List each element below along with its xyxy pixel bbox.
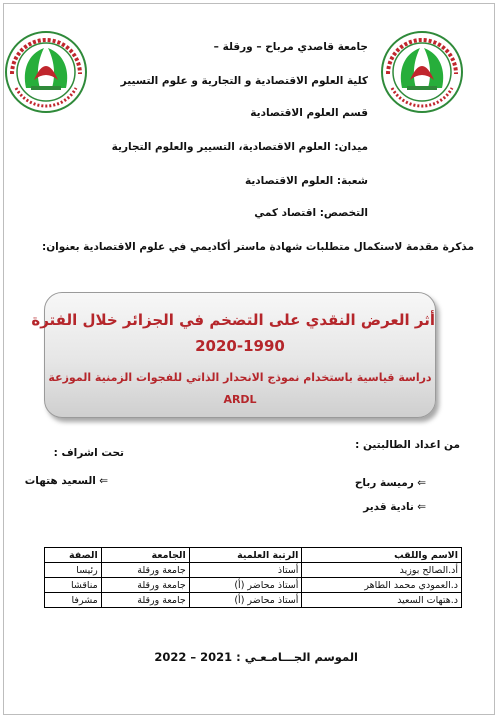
member-rank: أستاذ محاضر (أ)	[189, 578, 302, 593]
table-row	[45, 578, 462, 593]
arrow-left-icon: ⇐	[413, 501, 426, 513]
students-heading: من اعداد الطالبتين :	[355, 439, 460, 451]
faculty-name: كلية العلوم الاقتصادية و التجارية و علوم التسيير	[120, 75, 368, 87]
member-rank: أستاذ	[189, 563, 302, 578]
supervisor-name: ⇐ السعيد هتهات	[24, 475, 108, 487]
table-row	[45, 593, 462, 608]
member-university: جامعة ورقلة	[101, 578, 189, 593]
member-rank: أستاذ محاضر (أ)	[189, 593, 302, 608]
member-name: د.العمودي محمد الطاهر	[302, 578, 462, 593]
member-role: مشرفا	[45, 593, 102, 608]
member-name: أد.الصالح بوزيد	[302, 563, 462, 578]
university-logo-left	[4, 30, 88, 114]
university-logo-right	[380, 30, 464, 114]
table-header-row	[45, 548, 462, 563]
thesis-title-box	[31, 292, 436, 418]
arrow-left-icon: ⇐	[95, 475, 108, 487]
column-header-role: الصفة	[45, 548, 102, 563]
member-name: د.هتهات السعيد	[302, 593, 462, 608]
column-header-university: الجامعة	[101, 548, 189, 563]
column-header-name: الاسم واللقب	[302, 548, 462, 563]
university-name: جامعة قاصدي مرباح – ورقلة –	[213, 41, 368, 53]
member-university: جامعة ورقلة	[101, 563, 189, 578]
member-role: مناقشا	[45, 578, 102, 593]
thesis-title-line1: أثر العرض النقدي على التضخم في الجزائر خلال الفترة	[31, 311, 435, 329]
table-row	[45, 563, 462, 578]
thesis-subtitle-line1: دراسة قياسية باستخدام نموذج الانحدار الذاتي للفجوات الزمنية الموزعة	[48, 371, 432, 384]
academic-year: الموسم الجـــامـعـي : 2021 – 2022	[154, 650, 358, 664]
memo-intro: مذكرة مقدمة لاستكمال متطلبات شهادة ماستر أكاديمي في علوم الاقتصادية بعنوان:	[42, 241, 474, 253]
student-name-2: ⇐ نادية قدير	[363, 501, 426, 513]
committee-table	[44, 547, 462, 608]
column-header-rank: الرتبة العلمية	[189, 548, 302, 563]
supervision-heading: تحت اشراف :	[53, 447, 124, 459]
arrow-left-icon: ⇐	[413, 477, 426, 489]
member-role: رئيسا	[45, 563, 102, 578]
thesis-subtitle-line2: ARDL	[223, 393, 257, 406]
thesis-title-line2: 2020-1990	[195, 337, 285, 355]
student-name-1: ⇐ رميسة رباح	[354, 477, 426, 489]
department-name: قسم العلوم الاقتصادية	[250, 107, 368, 119]
field-name: ميدان: العلوم الاقتصادية، التسيير والعلوم التجارية	[111, 141, 368, 153]
specialty-name: التخصص: اقتصاد كمي	[254, 207, 368, 219]
member-university: جامعة ورقلة	[101, 593, 189, 608]
branch-name: شعبة: العلوم الاقتصادية	[244, 175, 368, 187]
